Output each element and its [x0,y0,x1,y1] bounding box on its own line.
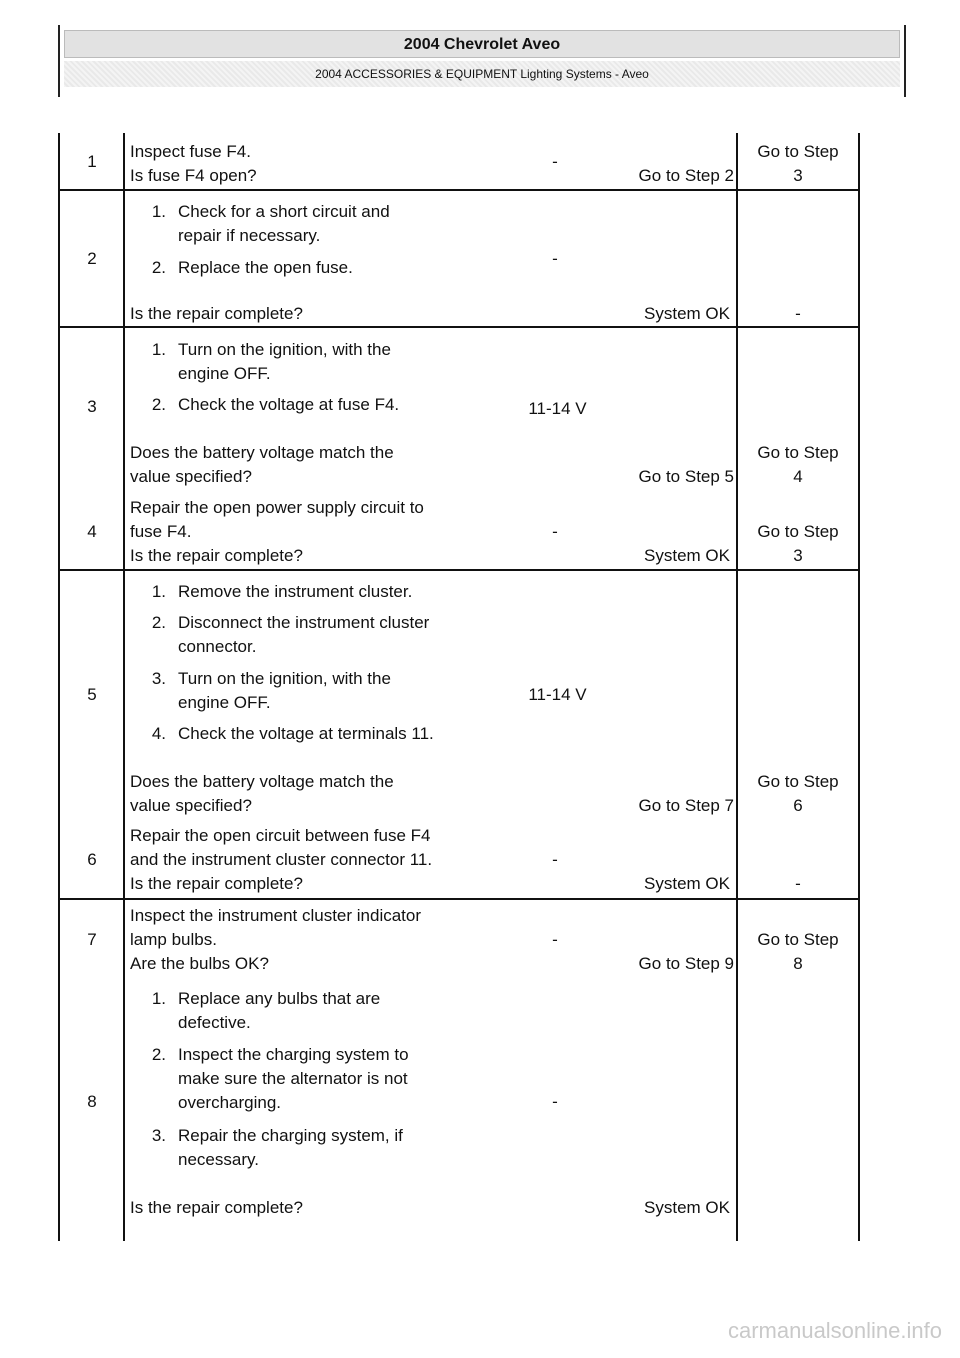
no-action-step: 3 [793,546,803,565]
watermark: carmanualsonline.info [727,1318,942,1343]
list-item-text: repair if necessary. [178,226,321,245]
step-number: 8 [87,1092,97,1111]
no-action: Go to Step [757,772,839,791]
list-number: 1. [151,989,166,1008]
list-item-text: overcharging. [178,1093,282,1112]
list-item-text: Inspect the charging system to [178,1045,409,1064]
yes-action: Go to Step 9 [638,954,734,973]
section-subtitle: 2004 ACCESSORIES & EQUIPMENT Lighting Systems - Aveo [64,61,900,87]
row-question: Is the repair complete? [130,304,303,323]
row-text: lamp bulbs. [130,930,217,949]
value-cell: - [552,930,558,949]
list-number: 2. [151,613,166,632]
value-cell: - [552,249,558,268]
list-item-text: Replace the open fuse. [178,258,353,277]
value-cell: - [552,850,558,869]
value-cell: - [552,522,558,541]
list-item-text: Remove the instrument cluster. [178,582,413,601]
list-number: 2. [151,395,166,414]
no-action-step: 4 [793,467,803,486]
row-question: value specified? [130,467,252,486]
step-number: 5 [87,685,97,704]
list-item-text: make sure the alternator is not [178,1069,408,1088]
yes-action: Go to Step 5 [638,467,734,486]
list-number: 1. [151,202,166,221]
vehicle-title: 2004 Chevrolet Aveo [64,30,900,58]
list-item-text: Check the voltage at terminals 11. [178,724,434,743]
list-number: 2. [151,258,166,277]
no-action: Go to Step [757,443,839,462]
row-question: Does the battery voltage match the [130,772,394,791]
no-action: Go to Step [757,522,839,541]
step-number: 4 [87,522,97,541]
list-number: 1. [151,582,166,601]
step-number: 6 [87,850,97,869]
no-action: Go to Step [757,930,839,949]
no-action: - [795,304,801,323]
list-item-text: engine OFF. [178,364,271,383]
list-number: 1. [151,340,166,359]
list-item-text: engine OFF. [178,693,271,712]
yes-action: System OK [644,874,730,893]
list-item-text: connector. [178,637,257,656]
list-item-text: Check for a short circuit and [178,202,390,221]
yes-action: System OK [644,304,730,323]
list-item-text: necessary. [178,1150,259,1169]
list-item-text: defective. [178,1013,251,1032]
row-question: Is the repair complete? [130,546,303,565]
step-number: 7 [87,930,97,949]
step-number: 1 [87,152,97,171]
row-text: Inspect the instrument cluster indicator [130,906,422,925]
header-left-border [58,25,60,97]
no-action-step: 8 [793,954,803,973]
row-question: Are the bulbs OK? [130,954,269,973]
no-action-step: 3 [793,166,803,185]
yes-action: System OK [644,1198,730,1217]
row-text: Repair the open circuit between fuse F4 [130,826,431,845]
list-number: 4. [151,724,166,743]
list-item-text: Disconnect the instrument cluster [178,613,430,632]
row-question: Is the repair complete? [130,1198,303,1217]
row-question: Is fuse F4 open? [130,166,257,185]
list-item-text: Turn on the ignition, with the [178,669,391,688]
no-action-step: 6 [793,796,803,815]
value-cell: - [552,152,558,171]
value-cell: 11-14 V [528,685,587,704]
list-number: 3. [151,669,166,688]
row-question: Does the battery voltage match the [130,443,394,462]
no-action: Go to Step [757,142,839,161]
yes-action: System OK [644,546,730,565]
list-item-text: Replace any bulbs that are [178,989,381,1008]
yes-action: Go to Step 7 [638,796,734,815]
step-number: 3 [87,397,97,416]
header-right-border [904,25,906,97]
list-number: 3. [151,1126,166,1145]
yes-action: Go to Step 2 [638,166,734,185]
no-action: - [795,874,801,893]
list-number: 2. [151,1045,166,1064]
row-text: fuse F4. [130,522,192,541]
row-text: Repair the open power supply circuit to [130,498,424,517]
list-item-text: Repair the charging system, if [178,1126,403,1145]
row-question: Is the repair complete? [130,874,303,893]
list-item-text: Check the voltage at fuse F4. [178,395,400,414]
row-question: value specified? [130,796,252,815]
value-cell: 11-14 V [528,399,587,418]
row-text: and the instrument cluster connector 11. [130,850,433,869]
row-text: Inspect fuse F4. [130,142,251,161]
step-number: 2 [87,249,97,268]
document-header [58,25,906,97]
list-item-text: Turn on the ignition, with the [178,340,391,359]
value-cell: - [552,1092,558,1111]
